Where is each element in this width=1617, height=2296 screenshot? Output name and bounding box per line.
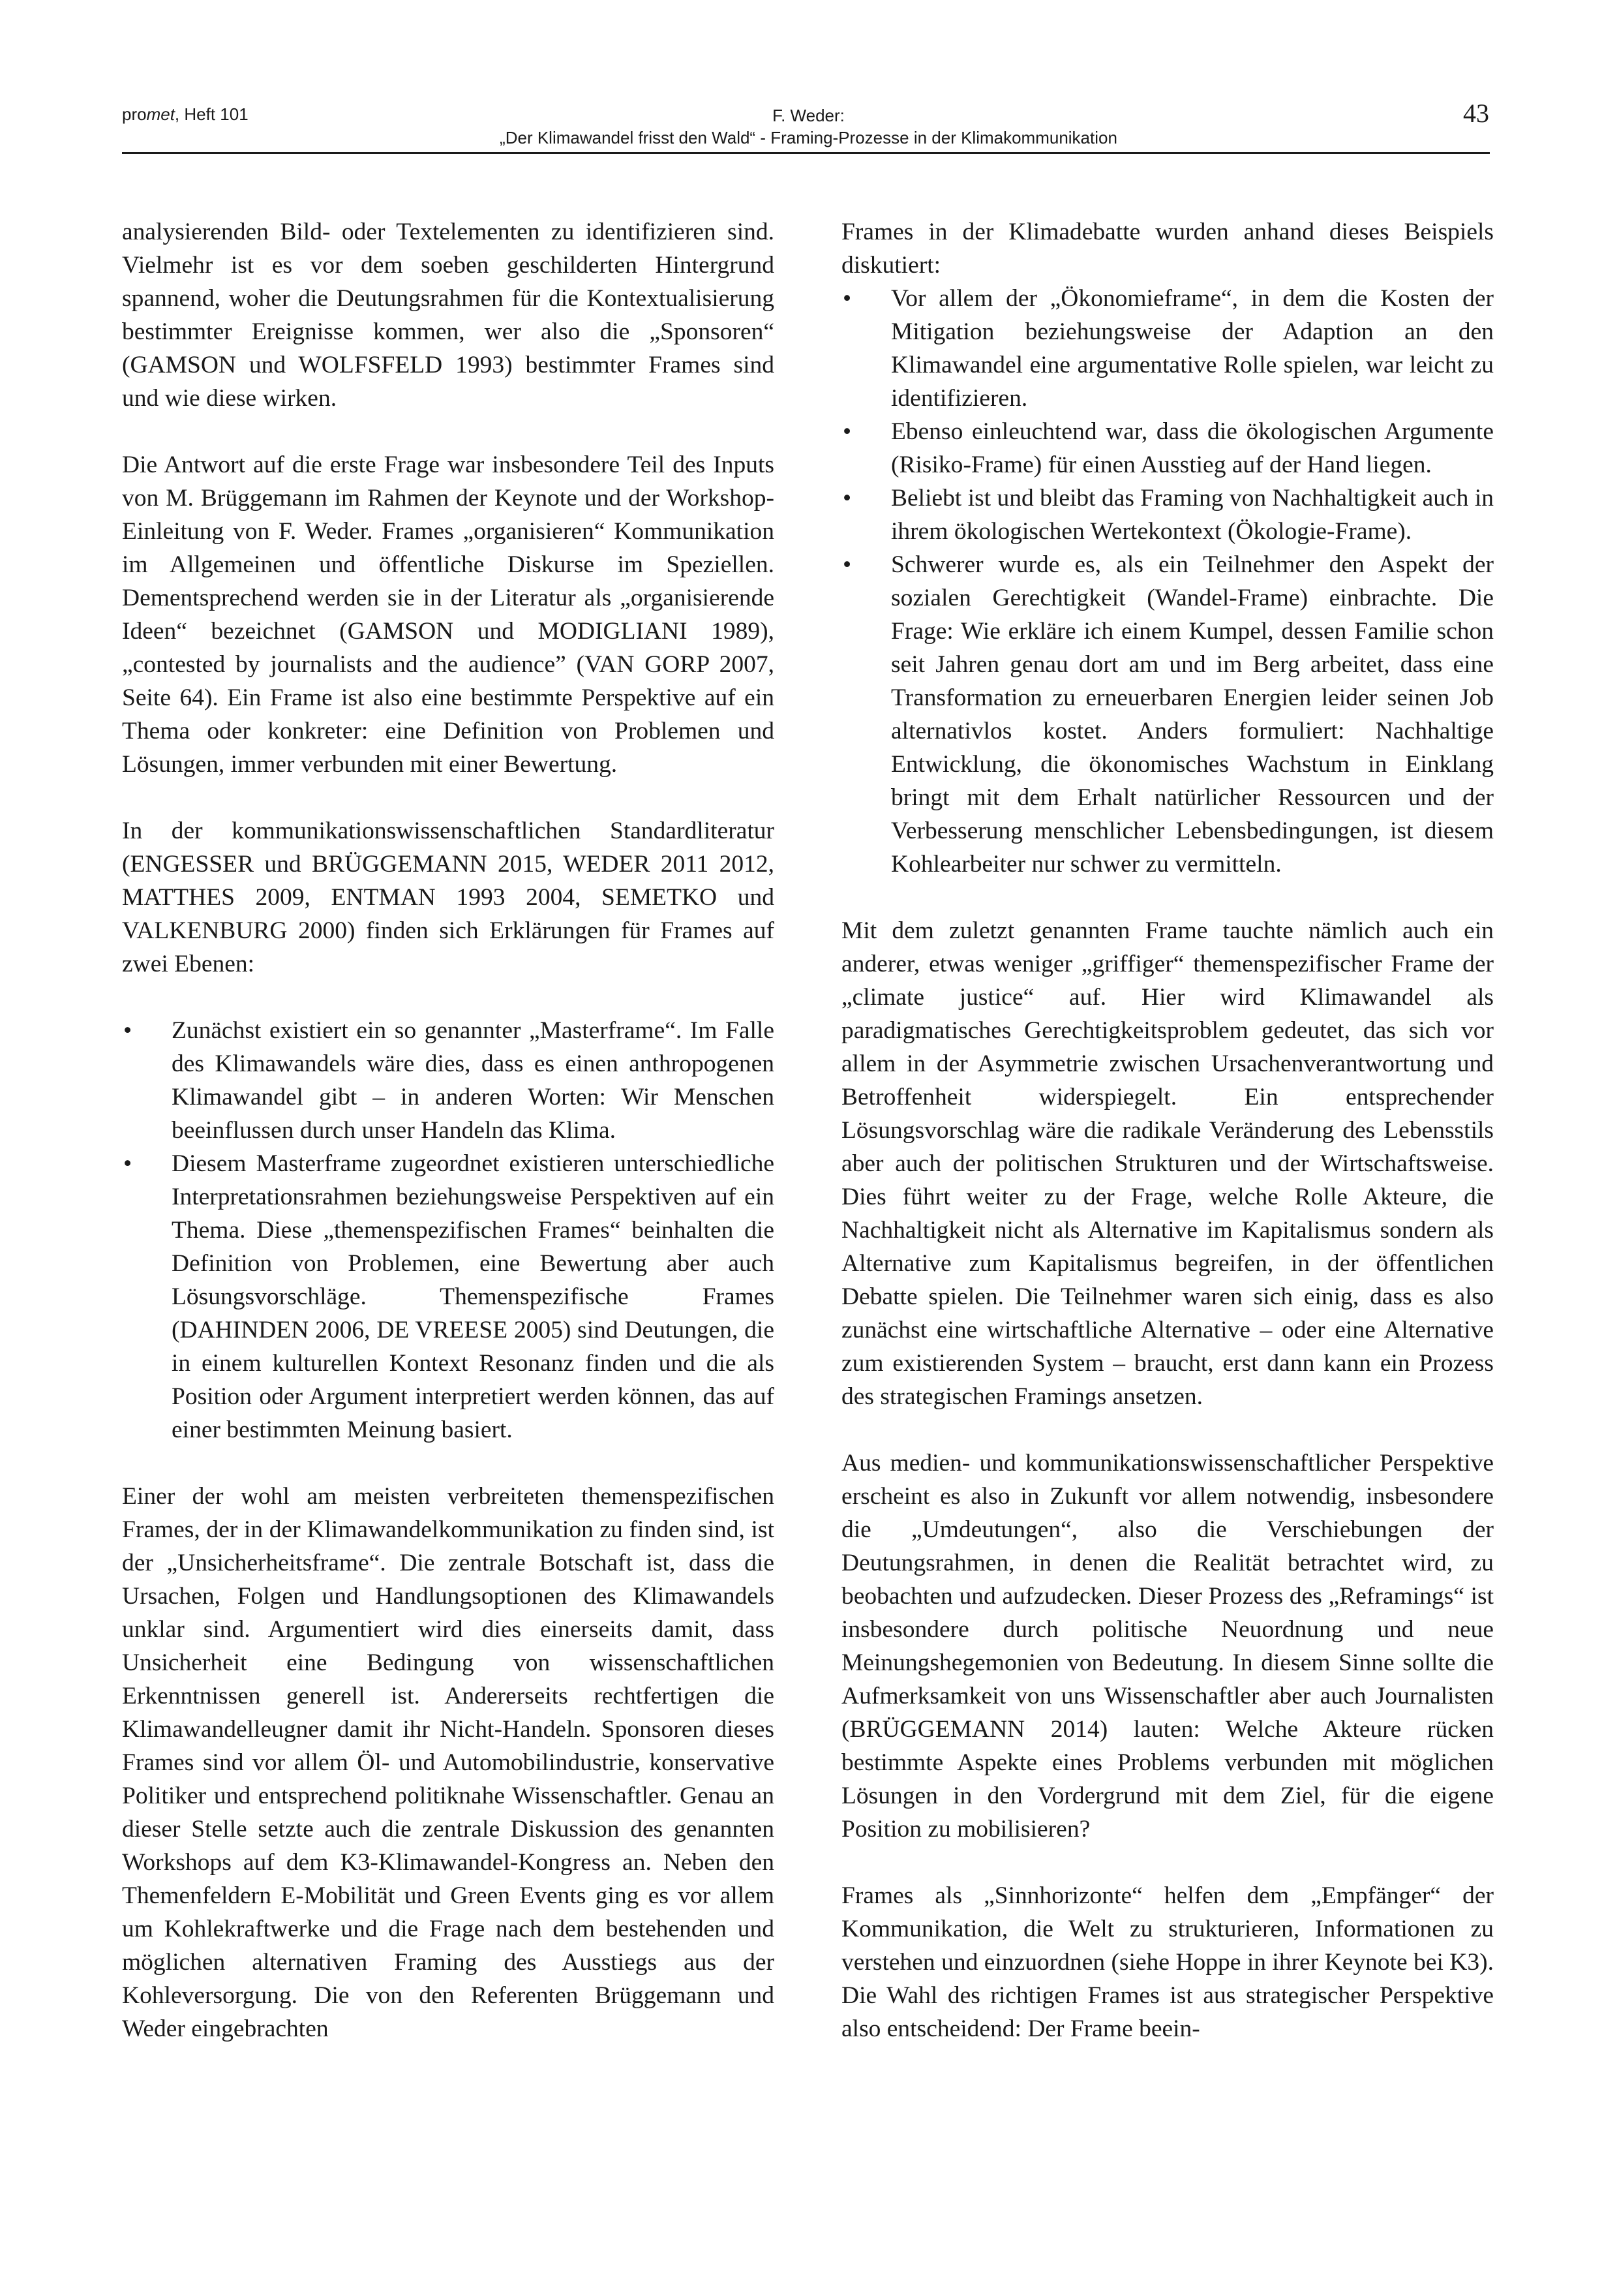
paragraph: Aus medien- und kommunikationswissenschaftlicher Perspektive erscheint es also in Zukunft vor allem notwendig, insbesondere die „Umdeutungen“, also die Verschiebungen der Deutungsrahmen, in denen die Realität betrachtet wird, zu beobachten und aufzudecken. Dieser Prozess des „Reframings“ ist insbesondere durch politische Neuordnung und neue Meinungshegemonien von Bedeutung. In diesem Sinne sollte die Aufmerksamkeit von uns Wissenschaftler aber auch Journalisten (BRÜGGEMANN 2014) lauten: Welche Akteure rücken bestimmte Aspekte eines Problems verbunden mit möglichen Lösungen in den Vordergrund mit dem Ziel, für die eigene Position zu mobilisieren? bbox=[841, 1450, 1494, 1843]
header-rule bbox=[122, 152, 1490, 154]
paragraph: Mit dem zuletzt genannten Frame tauchte nämlich auch ein anderer, etwas weniger „griffiger“ themenspezifischer Frame der „climate justice“ auf. Hier wird Klimawandel als paradigmatisches Gerechtigkeitsproblem gedeutet, das sich vor allem in der Asymmetrie zwischen Ursachenverantwortung und Betroffenheit widerspiegelt. Ein entsprechender Lösungsvorschlag wäre die radikale Veränderung des Lebensstils aber auch der politischen Strukturen und der Wirtschaftsweise. Dies führt weiter zu der Frage, welche Rolle Akteure, die Nachhaltigkeit nicht als Alternative im Kapitalismus sondern als Alternative zum Kapitalismus begreifen, in der öffentlichen Debatte spielen. Die Teilnehmer waren sich einig, dass es also zunächst eine wirtschaftliche Alternative – oder eine Alternative zum existierenden System – braucht, erst dann kann ein Prozess des strategischen Framings ansetzen. bbox=[841, 917, 1494, 1410]
list-item: • Schwerer wurde es, als ein Teilnehmer den Aspekt der sozialen Gerechtigkeit (Wandel-Frame) einbrachte. Die Frage: Wie erkläre ich einem Kumpel, dessen Familie schon seit Jahren genau dort am und im Berg arbeitet, dass eine Transformation zu erneuerbaren Energien leider seinen Job alternativlos kostet. Anders formuliert: Nachhaltige Entwicklung, die ökonomisches Wachstum in Einklang bringt mit dem Erhalt natürlicher Ressourcen und der Verbesserung menschlicher Lebensbedingungen, ist diesem Kohlearbeiter nur schwer zu vermitteln. bbox=[841, 548, 1494, 881]
bullet-list bbox=[841, 282, 1494, 881]
list-item: • Zunächst existiert ein so genannter „Masterframe“. Im Falle des Klimawandels wäre dies, dass es einen anthropogenen Klimawandel gibt – in anderen Worten: Wir Menschen beeinflussen durch unser Handeln das Klima. bbox=[122, 1014, 774, 1147]
paragraph: Einer der wohl am meisten verbreiteten themenspezifischen Frames, der in der Klimawandelkommunikation zu finden sind, ist der „Unsicherheitsframe“. Die zentrale Botschaft ist, dass die Ursachen, Folgen und Handlungsoptionen des Klimawandels unklar sind. Argumentiert wird dies einerseits damit, dass Unsicherheit eine Bedingung von wissenschaftlichen Erkenntnissen generell ist. Andererseits rechtfertigen die Klimawandelleugner damit ihr Nicht-Handeln. Sponsoren dieses Frames sind vor allem Öl- und Automobilindustrie, konservative Politiker und entsprechend politiknahe Wissenschaftler. Genau an dieser Stelle setzte auch die zentrale Diskussion des genannten Workshops auf dem K3-Klimawandel-Kongress an. Neben den Themenfeldern E-Mobilität und Green Events ging es vor allem um Kohlekraftwerke und die Frage nach dem bestehenden und möglichen alternativen Framing des Ausstiegs aus der Kohleversorgung. Die von den Referenten Brüggemann und Weder eingebrachten bbox=[122, 1483, 774, 2042]
paragraph: In der kommunikationswissenschaftlichen Standardliteratur (ENGESSER und BRÜGGEMANN 2015, WEDER 2011 2012, MATTHES 2009, ENTMAN 1993 2004, SEMETKO und VALKENBURG 2000) finden sich Erklärungen für Frames auf zwei Ebenen: bbox=[122, 818, 774, 977]
paragraph: Die Antwort auf die erste Frage war insbesondere Teil des Inputs von M. Brüggemann im Rahmen der Keynote und der Workshop-Einleitung von F. Weder. Frames „organisieren“ Kommunikation im Allgemeinen und öffentliche Diskurse im Speziellen. Dementsprechend werden sie in der Literatur als „organisierende Ideen“ bezeichnet (GAMSON und MODIGLIANI 1989), „contested by journalists and the audience” (VAN GORP 2007, Seite 64). Ein Frame ist also eine bestimmte Perspektive auf ein Thema oder konkreter: eine Definition von Problemen und Lösungen, immer verbunden mit einer Bewertung. bbox=[122, 452, 774, 778]
paragraph: analysierenden Bild- oder Textelementen zu identifizieren sind. Vielmehr ist es vor dem soeben geschilderten Hintergrund spannend, woher die Deutungsrahmen für die Kontextualisierung bestimmter Ereignisse kommen, wer also die „Sponsoren“ (GAMSON und WOLFSFELD 1993) bestimmter Frames sind und wie diese wirken. bbox=[122, 219, 774, 412]
bullet-list bbox=[122, 1014, 774, 1446]
journal-prefix: pro bbox=[122, 104, 147, 124]
journal-italic: met bbox=[146, 104, 175, 124]
left-column bbox=[122, 215, 774, 2045]
running-header bbox=[0, 104, 1617, 149]
paragraph: Frames in der Klimadebatte wurden anhand dieses Beispiels diskutiert: bbox=[841, 219, 1494, 279]
paragraph: Frames als „Sinnhorizonte“ helfen dem „Empfänger“ der Kommunikation, die Welt zu strukturieren, Informationen zu verstehen und einzuordnen (siehe Hoppe in ihrer Keynote bei K3). Die Wahl des richtigen Frames ist aus strategischer Perspektive also entscheidend: Der Frame beein- bbox=[841, 1882, 1494, 2042]
list-item: • Diesem Masterframe zugeordnet existieren unterschiedliche Interpretationsrahmen beziehungsweise Perspektiven auf ein Thema. Diese „themenspezifischen Frames“ beinhalten die Definition von Problemen, eine Bewertung aber auch Lösungsvorschläge. Themenspezifische Frames (DAHINDEN 2006, DE VREESE 2005) sind Deutungen, die in einem kulturellen Kontext Resonanz finden und die als Position oder Argument interpretiert werden können, das auf einer bestimmten Meinung basiert. bbox=[122, 1147, 774, 1446]
journal-issue: , Heft 101 bbox=[174, 104, 249, 124]
right-column bbox=[841, 215, 1494, 2045]
list-item: • Vor allem der „Ökonomieframe“, in dem die Kosten der Mitigation beziehungsweise der Adaption an den Klimawandel eine argumentative Rolle spielen, war leicht zu identifizieren. bbox=[841, 282, 1494, 415]
header-author: F. Weder: bbox=[772, 106, 845, 125]
page-number: 43 bbox=[1463, 99, 1489, 128]
list-item: • Ebenso einleuchtend war, dass die ökologischen Argumente (Risiko-Frame) für einen Ausstieg auf der Hand liegen. bbox=[841, 415, 1494, 482]
list-item: • Beliebt ist und bleibt das Framing von Nachhaltigkeit auch in ihrem ökologischen Wertekontext (Ökologie-Frame). bbox=[841, 482, 1494, 548]
header-title: „Der Klimawandel frisst den Wald“ - Framing-Prozesse in der Klimakommunikation bbox=[500, 128, 1117, 147]
